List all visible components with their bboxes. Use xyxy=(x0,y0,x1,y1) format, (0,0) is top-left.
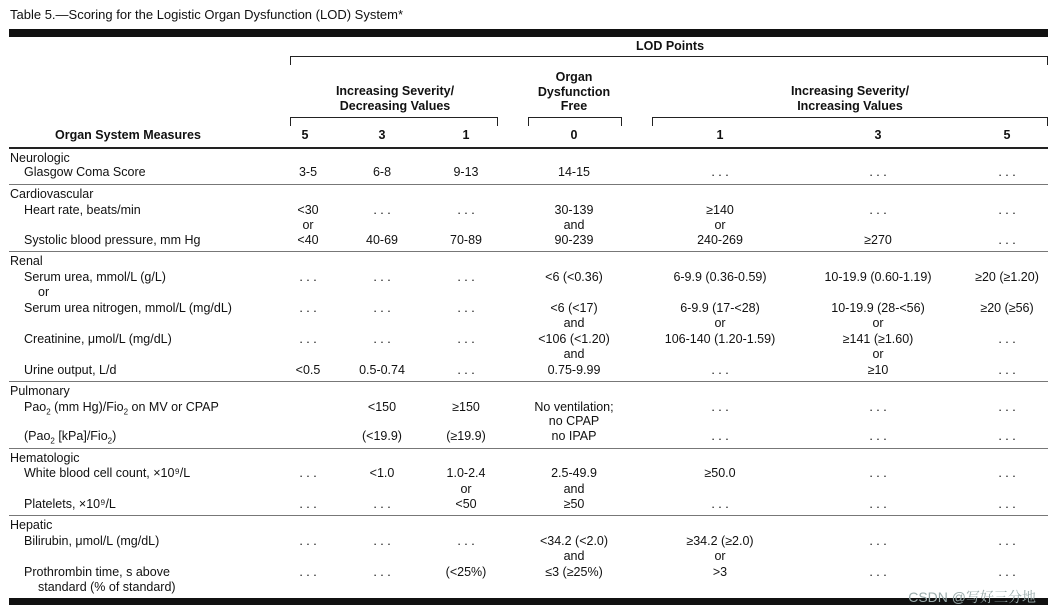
cell-wbc-3: 2.5-49.9 xyxy=(551,466,597,480)
right-group-bracket xyxy=(652,117,1048,126)
cell-creat-2: . . . xyxy=(457,332,475,346)
cell-gcs-2: 9-13 xyxy=(453,165,479,179)
measure-bilirubin: Bilirubin, μmol/L (mg/dL) xyxy=(24,534,160,548)
cell-wbc-4: ≥50.0 xyxy=(704,466,736,480)
cell-plt-5: . . . xyxy=(869,497,887,511)
measure-prothrombin: Prothrombin time, s above xyxy=(24,565,170,579)
cell-sbp-0: <40 xyxy=(297,233,319,247)
cell-kpa-2: (≥19.9) xyxy=(446,429,486,443)
cell-wbc_sep-3: and xyxy=(563,482,585,496)
cell-kpa-6: . . . xyxy=(998,429,1016,443)
cell-creat-1: . . . xyxy=(373,332,391,346)
cell-urea-3: <6 (<0.36) xyxy=(545,270,603,284)
cell-sbp-6: . . . xyxy=(998,233,1016,247)
cell-hr-4: ≥140 xyxy=(706,203,734,217)
section-sep xyxy=(9,515,1048,516)
cell-wbc-1: <1.0 xyxy=(369,466,395,480)
cell-bili-0: . . . xyxy=(299,534,317,548)
cell-hr-0: <30 xyxy=(297,203,319,217)
col-header-1b: 1 xyxy=(716,128,724,142)
cell-wbc_sep-2: or xyxy=(460,482,472,496)
cell-bun-3: <6 (<17) xyxy=(550,301,598,315)
cell-pao2-1: <150 xyxy=(367,400,397,414)
or-label: or xyxy=(38,285,50,299)
section-sep xyxy=(9,381,1048,382)
cell-urea-4: 6-9.9 (0.36-0.59) xyxy=(673,270,767,284)
section-renal: Renal xyxy=(10,254,43,268)
section-pulmonary: Pulmonary xyxy=(10,384,70,398)
cell-sbp-3: 90-239 xyxy=(554,233,594,247)
cell-hr_sep-4: or xyxy=(714,218,726,232)
measure-pao2-kpa: (Pao$_2$ [kPa]/Fio$_2$) xyxy=(24,429,117,446)
cell-bun-2: . . . xyxy=(457,301,475,315)
cell-creat_sep-3: and xyxy=(563,347,585,361)
cell-urine-3: 0.75-9.99 xyxy=(547,363,601,377)
section-sep xyxy=(9,251,1048,252)
cell-plt-3: ≥50 xyxy=(563,497,585,511)
top-rule xyxy=(9,29,1048,37)
cell-gcs-5: . . . xyxy=(869,165,887,179)
cell-urine-1: 0.5-0.74 xyxy=(359,363,405,377)
cell-hr-1: . . . xyxy=(373,203,391,217)
mid-group-bracket xyxy=(528,117,622,126)
cell-sbp-5: ≥270 xyxy=(864,233,892,247)
cell-urea-0: . . . xyxy=(299,270,317,284)
cell-bun_sep-4: or xyxy=(714,316,726,330)
cell-plt-1: . . . xyxy=(373,497,391,511)
cell-pt-6: . . . xyxy=(998,565,1016,579)
cell-sbp-2: 70-89 xyxy=(450,233,482,247)
section-hematologic: Hematologic xyxy=(10,451,80,465)
cell-bun-6: ≥20 (≥56) xyxy=(980,301,1034,315)
cell-gcs-4: . . . xyxy=(711,165,729,179)
cell-hr-6: . . . xyxy=(998,203,1016,217)
cell-pao2-2: ≥150 xyxy=(452,400,480,414)
cell-bili_sep-3: and xyxy=(563,549,585,563)
measure-serum-urea: Serum urea, mmol/L (g/L) xyxy=(24,270,166,284)
col-header-3: 3 xyxy=(378,128,386,142)
cell-bili-5: . . . xyxy=(869,534,887,548)
cell-bili-6: . . . xyxy=(998,534,1016,548)
col-header-1: 1 xyxy=(462,128,470,142)
pao2-mid-cell: no CPAP xyxy=(548,414,600,428)
cell-pt-5: . . . xyxy=(869,565,887,579)
cell-urine-2: . . . xyxy=(457,363,475,377)
left-group-header: Increasing Severity/ Decreasing Values xyxy=(335,84,455,113)
header-rule xyxy=(9,147,1048,149)
cell-wbc-2: 1.0-2.4 xyxy=(446,466,486,480)
cell-plt-6: . . . xyxy=(998,497,1016,511)
measure-pao2-fio2: Pao$_2$ (mm Hg)/Fio$_2$ on MV or CPAP xyxy=(24,400,219,417)
cell-hr-3: 30-139 xyxy=(554,203,594,217)
section-hepatic: Hepatic xyxy=(10,518,53,532)
cell-creat_sep-5: or xyxy=(872,347,884,361)
cell-wbc-0: . . . xyxy=(299,466,317,480)
cell-urea-1: . . . xyxy=(373,270,391,284)
lod-points-bracket xyxy=(290,56,1048,65)
cell-plt-0: . . . xyxy=(299,497,317,511)
cell-urine-6: . . . xyxy=(998,363,1016,377)
cell-gcs-1: 6-8 xyxy=(372,165,392,179)
right-group-header: Increasing Severity/ Increasing Values xyxy=(790,84,910,113)
cell-pao2-6: . . . xyxy=(998,400,1016,414)
section-cardiovascular: Cardiovascular xyxy=(10,187,94,201)
measure-bun: Serum urea nitrogen, mmol/L (mg/dL) xyxy=(24,301,232,315)
section-sep xyxy=(9,448,1048,449)
col-header-5b: 5 xyxy=(1003,128,1011,142)
cell-bili-4: ≥34.2 (≥2.0) xyxy=(686,534,754,548)
cell-urea-5: 10-19.9 (0.60-1.19) xyxy=(824,270,932,284)
cell-plt-4: . . . xyxy=(711,497,729,511)
section-neurologic: Neurologic xyxy=(10,151,70,165)
cell-pao2-3: No ventilation; xyxy=(534,400,614,414)
cell-kpa-4: . . . xyxy=(711,429,729,443)
measure-prothrombin-2: standard (% of standard) xyxy=(38,580,176,594)
cell-hr_sep-3: and xyxy=(563,218,585,232)
cell-urea-2: . . . xyxy=(457,270,475,284)
cell-creat-4: 106-140 (1.20-1.59) xyxy=(664,332,776,346)
cell-sbp-1: 40-69 xyxy=(366,233,398,247)
lod-points-header: LOD Points xyxy=(635,39,705,53)
cell-gcs-0: 3-5 xyxy=(298,165,318,179)
cell-bili-3: <34.2 (<2.0) xyxy=(539,534,609,548)
section-sep xyxy=(9,184,1048,185)
cell-urea-6: ≥20 (≥1.20) xyxy=(975,270,1039,284)
cell-pt-3: ≤3 (≥25%) xyxy=(545,565,603,579)
measure-urine-output: Urine output, L/d xyxy=(24,363,117,377)
cell-kpa-5: . . . xyxy=(869,429,887,443)
col-header-0: 0 xyxy=(570,128,578,142)
cell-bun_sep-5: or xyxy=(872,316,884,330)
cell-bili-2: . . . xyxy=(457,534,475,548)
measure-heart-rate: Heart rate, beats/min xyxy=(24,203,141,217)
cell-plt-2: <50 xyxy=(455,497,477,511)
left-group-bracket xyxy=(290,117,498,126)
cell-gcs-3: 14-15 xyxy=(558,165,590,179)
cell-wbc-6: . . . xyxy=(998,466,1016,480)
cell-gcs-6: . . . xyxy=(998,165,1016,179)
cell-kpa-1: (<19.9) xyxy=(362,429,402,443)
cell-hr_sep-0: or xyxy=(302,218,314,232)
cell-hr-5: . . . xyxy=(869,203,887,217)
cell-creat-3: <106 (<1.20) xyxy=(538,332,610,346)
cell-creat-6: . . . xyxy=(998,332,1016,346)
cell-pao2-4: . . . xyxy=(711,400,729,414)
cell-sbp-4: 240-269 xyxy=(697,233,743,247)
cell-bun-1: . . . xyxy=(373,301,391,315)
cell-urine-4: . . . xyxy=(711,363,729,377)
col-header-5: 5 xyxy=(301,128,309,142)
measure-platelets: Platelets, ×10⁹/L xyxy=(24,497,116,511)
measure-wbc: White blood cell count, ×10⁹/L xyxy=(24,466,191,480)
cell-bun-0: . . . xyxy=(299,301,317,315)
table-caption: Table 5.—Scoring for the Logistic Organ Dysfunction (LOD) System* xyxy=(10,7,404,22)
cell-bun-5: 10-19.9 (28-<56) xyxy=(831,301,925,315)
cell-bili-1: . . . xyxy=(373,534,391,548)
cell-hr-2: . . . xyxy=(457,203,475,217)
measures-col-header: Organ System Measures xyxy=(55,128,201,142)
col-header-3b: 3 xyxy=(874,128,882,142)
mid-group-header: Organ Dysfunction Free xyxy=(537,70,611,113)
measure-sbp: Systolic blood pressure, mm Hg xyxy=(24,233,201,247)
cell-pt-0: . . . xyxy=(299,565,317,579)
measure-gcs: Glasgow Coma Score xyxy=(24,165,146,179)
watermark-text: CSDN @写好三分地 xyxy=(908,589,1036,605)
cell-bili_sep-4: or xyxy=(714,549,726,563)
cell-pao2-5: . . . xyxy=(869,400,887,414)
cell-pt-4: >3 xyxy=(712,565,728,579)
cell-pt-2: (<25%) xyxy=(445,565,487,579)
cell-wbc-5: . . . xyxy=(869,466,887,480)
cell-kpa-3: no IPAP xyxy=(551,429,597,443)
cell-creat-0: . . . xyxy=(299,332,317,346)
cell-pt-1: . . . xyxy=(373,565,391,579)
cell-urine-0: <0.5 xyxy=(295,363,321,377)
cell-bun_sep-3: and xyxy=(563,316,585,330)
bottom-rule xyxy=(9,598,1048,605)
cell-bun-4: 6-9.9 (17-<28) xyxy=(680,301,760,315)
cell-creat-5: ≥141 (≥1.60) xyxy=(842,332,914,346)
cell-urine-5: ≥10 xyxy=(867,363,889,377)
measure-creatinine: Creatinine, μmol/L (mg/dL) xyxy=(24,332,172,346)
